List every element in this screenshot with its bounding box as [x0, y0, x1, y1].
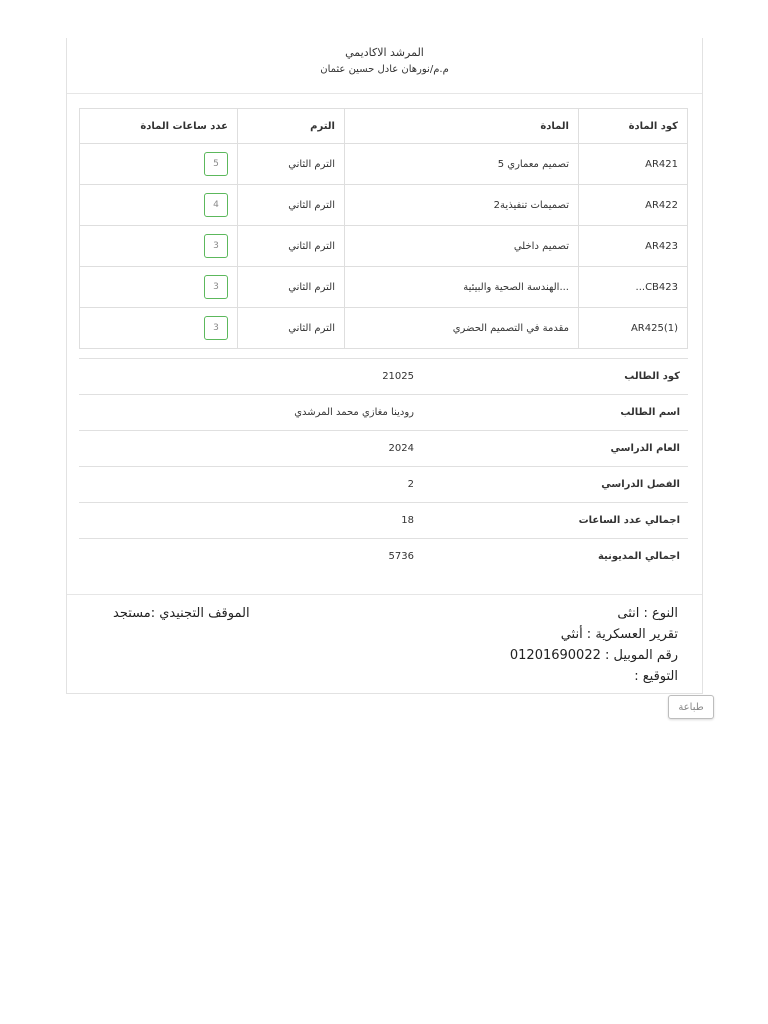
table-row [80, 226, 688, 267]
course-term: الترم الثاني [238, 226, 345, 267]
course-term: الترم الثاني [238, 185, 345, 226]
info-row [79, 359, 688, 395]
info-value: 5736 [79, 539, 422, 575]
table-row [80, 308, 688, 349]
course-subject: ...الهندسة الصحية والبيئية [345, 267, 579, 308]
info-value: 18 [79, 503, 422, 539]
info-label: اسم الطالب [422, 395, 688, 431]
course-code: AR421 [579, 144, 688, 185]
info-row [79, 431, 688, 467]
signature-text: التوقيع : [634, 669, 678, 684]
course-code: AR422 [579, 185, 688, 226]
hours-badge: 5 [204, 152, 228, 176]
courses-header-row [80, 109, 688, 144]
footer-section [67, 594, 702, 694]
gender-text: النوع : انثى [617, 606, 678, 621]
info-value: 2 [79, 467, 422, 503]
table-row [80, 144, 688, 185]
course-hours-cell [80, 226, 238, 267]
course-hours-cell [80, 308, 238, 349]
military-text: تقرير العسكرية : أنثي [560, 627, 678, 642]
info-value: 2024 [79, 431, 422, 467]
course-term: الترم الثاني [238, 308, 345, 349]
header-hours: عدد ساعات المادة [80, 109, 238, 144]
info-label: اجمالي عدد الساعات [422, 503, 688, 539]
hours-badge: 3 [204, 316, 228, 340]
hours-badge: 4 [204, 193, 228, 217]
table-row [80, 185, 688, 226]
info-value: رودينا مغازي محمد المرشدي [79, 395, 422, 431]
hours-badge: 3 [204, 234, 228, 258]
info-label: الفصل الدراسي [422, 467, 688, 503]
hours-badge: 3 [204, 275, 228, 299]
header-subject: المادة [345, 109, 579, 144]
recruitment-status: الموقف التجنيدي :مستجد [113, 606, 250, 621]
course-code: AR425(1) [579, 308, 688, 349]
table-row [80, 267, 688, 308]
course-hours-cell [80, 267, 238, 308]
advisor-title: المرشد الاكاديمي [345, 46, 424, 59]
footer-details [510, 603, 678, 687]
course-code: CB423... [579, 267, 688, 308]
registration-card [66, 38, 703, 694]
student-info-table [79, 358, 688, 574]
info-label: اجمالي المديونية [422, 539, 688, 575]
course-term: الترم الثاني [238, 144, 345, 185]
course-subject: تصميم داخلي [345, 226, 579, 267]
header-course-code: كود المادة [579, 109, 688, 144]
course-term: الترم الثاني [238, 267, 345, 308]
course-subject: تصميمات تنفيذية2 [345, 185, 579, 226]
course-hours-cell [80, 185, 238, 226]
info-row [79, 503, 688, 539]
course-hours-cell [80, 144, 238, 185]
info-row [79, 395, 688, 431]
advisor-section [67, 38, 702, 94]
info-row [79, 467, 688, 503]
course-subject: مقدمة في التصميم الحضري [345, 308, 579, 349]
header-term: الترم [238, 109, 345, 144]
advisor-name: م.م/نورهان عادل حسين عثمان [320, 64, 449, 75]
info-value: 21025 [79, 359, 422, 395]
course-subject: تصميم معماري 5 [345, 144, 579, 185]
info-row [79, 539, 688, 575]
print-button[interactable]: طباعة [668, 695, 714, 719]
info-label: كود الطالب [422, 359, 688, 395]
info-label: العام الدراسي [422, 431, 688, 467]
courses-table [79, 108, 688, 349]
mobile-text: رقم الموبيل : 01201690022 [509, 648, 678, 663]
course-code: AR423 [579, 226, 688, 267]
